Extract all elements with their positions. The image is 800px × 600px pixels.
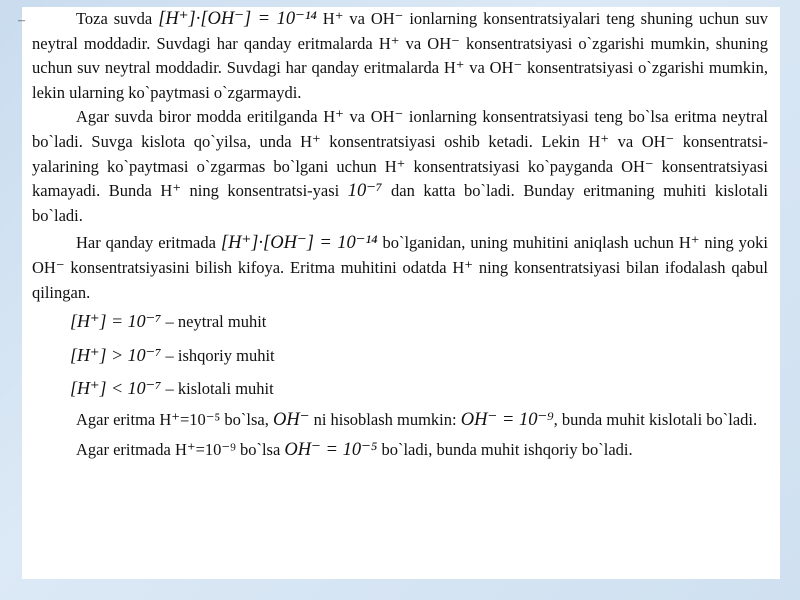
- document-page: [18, 7, 780, 579]
- condition-row: [32, 339, 768, 373]
- p2-text-1: Agar suvda biror modda eritilganda H⁺ va OH⁻ ionlarning konsentratsiyasi teng bo`lsa eritma neytral bo`ladi. Suvga kislota qo`yilsa, unda H⁺ konsentratsiyasi oshib ketadi. Lekin H⁺ va OH⁻ konsentratsi-yalarining ko`paytmasi o`zgarmas bo`lgani uchun H⁺ konsentratsiyasi ko`payganda OH⁻ konsentratsiyasi kamayadi. Bunda H⁺ ning konsentratsi-yasi: [32, 107, 768, 201]
- condition-formula: [H⁺] = 10⁻⁷: [70, 311, 162, 332]
- p1-text-2: H⁺ va OH⁻ ionlarning konsentratsiyalari teng shuning uchun suv neytral moddadir. Suvdagi har qanday eritmalarda H⁺ va OH⁻ konsentratsiyasi o`zgarishi mumkin, shuning uchun suv neytral moddadir. Suvdagi har qanday eritmalarda H⁺ va OH⁻ konsentratsiyasi o`zgarishi mumkin, lekin ularning ko`paytmasi o`zgarmaydi.: [32, 9, 769, 102]
- dash-mark: –: [18, 13, 25, 28]
- p2-value: 10⁻⁷: [347, 181, 383, 202]
- p5-text-1: Agar eritmada H⁺=10⁻⁹ bo`lsa: [76, 440, 281, 460]
- condition-label: – kislotali muhit: [165, 379, 274, 399]
- condition-formula: [H⁺] < 10⁻⁷: [70, 378, 162, 399]
- condition-row: [32, 305, 768, 339]
- p1-ion-product-formula: [H⁺]·[OH⁻] = 10⁻¹⁴: [158, 9, 317, 29]
- p4-text-3: , bunda muhit kislotali bo`ladi.: [553, 409, 758, 429]
- p3-text-1: Har qanday eritmada: [76, 233, 216, 253]
- paragraph-5: [32, 438, 768, 463]
- conditions-list: [32, 305, 768, 406]
- paragraph-3: [32, 231, 768, 305]
- p3-ion-product-formula: [H⁺]·[OH⁻] = 10⁻¹⁴: [220, 233, 378, 254]
- p1-text-1: Toza suvda: [76, 9, 153, 28]
- p4-result-formula: OH⁻ = 10⁻⁹: [460, 409, 554, 430]
- condition-formula: [H⁺] > 10⁻⁷: [70, 344, 162, 365]
- condition-label: – neytral muhit: [165, 312, 267, 332]
- p4-text-2: ni hisoblash mumkin:: [313, 409, 457, 429]
- p5-result-formula: OH⁻ = 10⁻⁵: [284, 440, 378, 461]
- p4-text-1: Agar eritma H⁺=10⁻⁵ bo`lsa,: [76, 409, 269, 429]
- p5-text-2: bo`ladi, bunda muhit ishqoriy bo`ladi.: [381, 440, 633, 460]
- condition-row: [32, 372, 768, 406]
- paragraph-4: [32, 408, 768, 433]
- paragraph-2: [32, 105, 768, 228]
- p2-text-2: dan katta bo`ladi. Bunday eritmaning muhiti kislotali bo`ladi.: [32, 181, 768, 225]
- p3-text-2: bo`lganidan, uning muhitini aniqlash uchun H⁺ ning yoki OH⁻ konsentratsiyasini bilish kifoya. Eritma muhitini odatda H⁺ ning konsentratsiyasi bilan ifodalash qabul qilingan.: [32, 233, 769, 302]
- p4-oh-symbol: OH⁻: [272, 409, 310, 430]
- paragraph-1: [32, 7, 768, 105]
- condition-label: – ishqoriy muhit: [165, 345, 275, 365]
